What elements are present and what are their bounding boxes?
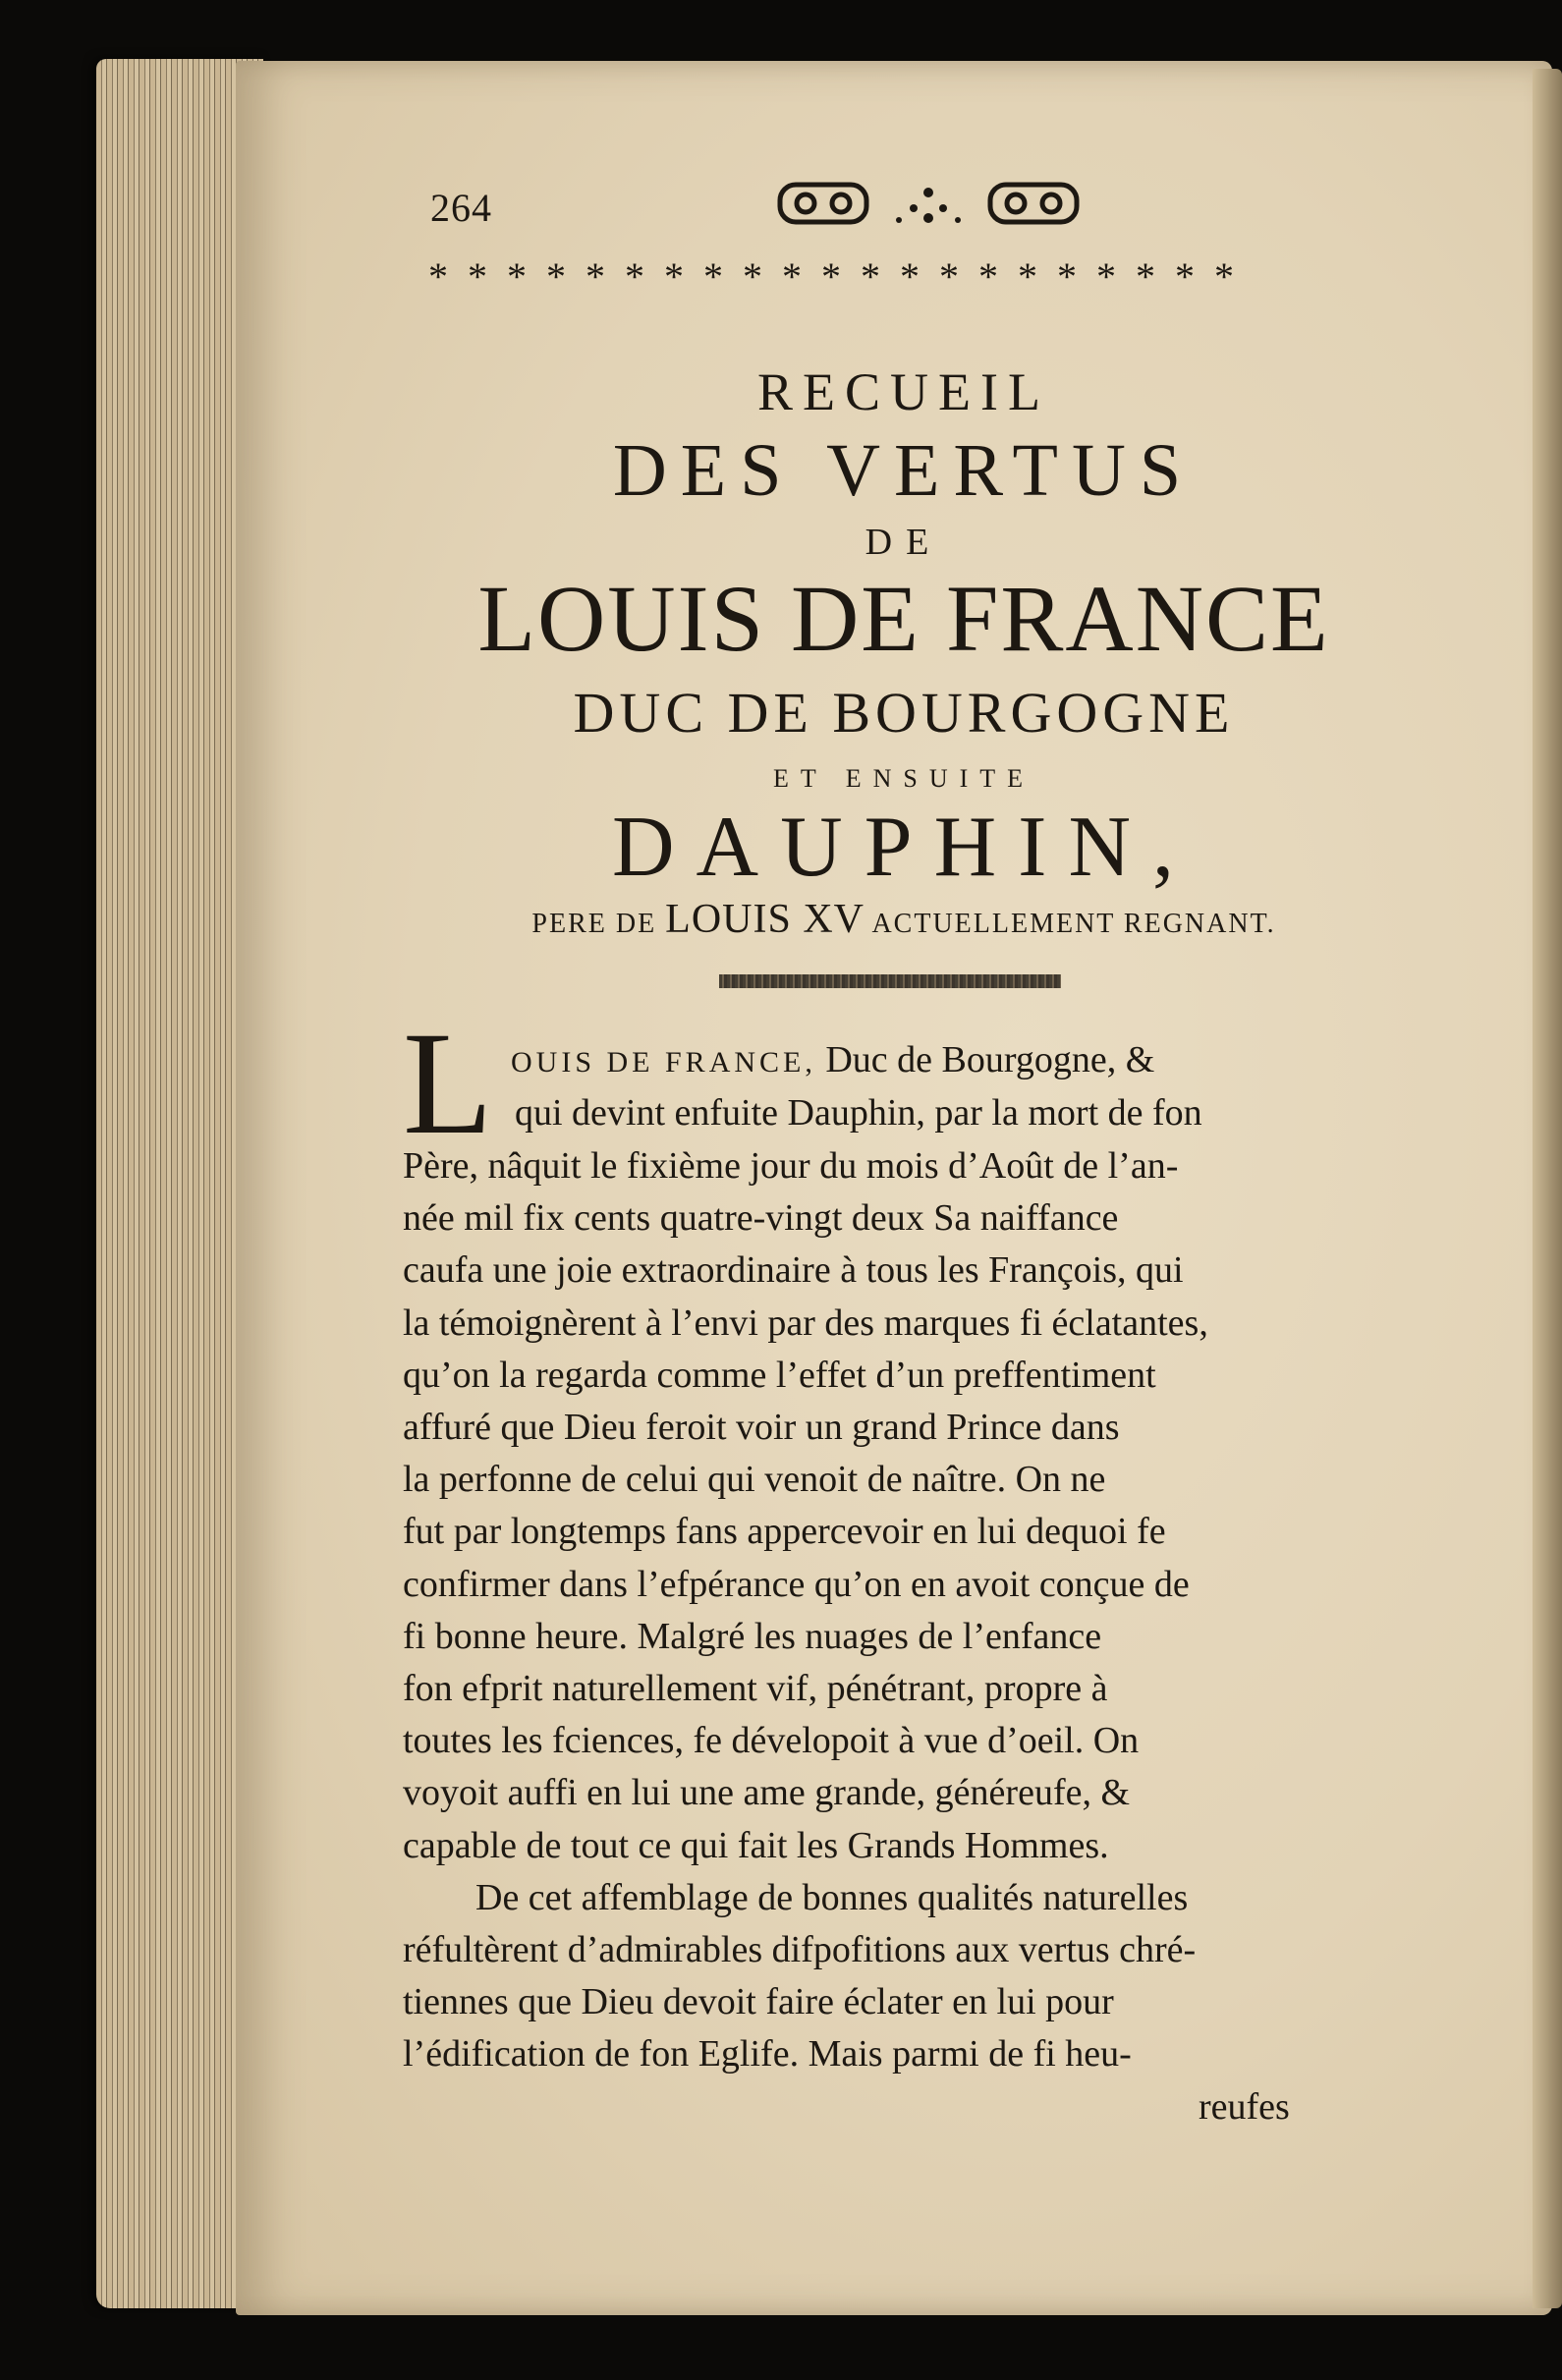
body-line-9: la perfonne de celui qui venoit de naître. On ne <box>403 1459 1106 1501</box>
title-recueil: RECUEIL <box>757 362 1050 421</box>
title-duc-de-bourgogne: DUC DE BOURGOGNE <box>573 681 1235 745</box>
body-line-8: affuré que Dieu feroit voir un grand Prince dans <box>403 1407 1120 1448</box>
body-line-15: voyoit auffi en lui une ame grande, généreufe, & <box>403 1772 1131 1814</box>
asterisk-border: * * * * * * * * * * * * * * * * * * * * * <box>428 254 1239 299</box>
body-line-2: qui devint enfuite Dauphin, par la mort de fon <box>515 1092 1202 1134</box>
body-line-1-smallcaps: OUIS DE FRANCE, <box>511 1046 816 1079</box>
body-line-21: reufes <box>1199 2085 1290 2128</box>
title-louis-de-france: LOUIS DE FRANCE <box>477 566 1330 671</box>
title-de: DE <box>865 522 943 563</box>
body-line-19: tiennes que Dieu devoit faire éclater en lui pour <box>403 1981 1114 2023</box>
book-right-edge <box>1533 69 1562 2308</box>
body-line-1 <box>511 1033 1362 1089</box>
body-line-4: née mil fix cents quatre-vingt deux Sa naiffance <box>403 1197 1119 1240</box>
title-pere-de: PERE DE <box>531 909 666 939</box>
body-line-1-rest: Duc de Bourgogne, & <box>815 1039 1155 1080</box>
ornament-fleuron-icon <box>776 179 1081 228</box>
title-louis-xv: LOUIS XV <box>665 897 865 942</box>
body-line-12: fi bonne heure. Malgré les nuages de l’enfance <box>403 1615 1102 1657</box>
body-line-16: capable de tout ce qui fait les Grands Hommes. <box>403 1824 1109 1866</box>
body-line-14: toutes les fciences, fe dévelopoit à vue d’oeil. On <box>403 1720 1140 1762</box>
decorative-rule <box>719 974 1061 988</box>
body-line-17: De cet affemblage de bonnes qualités naturelles <box>475 1876 1189 1918</box>
body-line-20: l’édification de fon Eglife. Mais parmi de fi heu- <box>403 2033 1132 2076</box>
title-pere-de-louis-xv <box>413 896 1395 943</box>
body-line-5: caufa une joie extraordinaire à tous les François, qui <box>403 1249 1184 1292</box>
body-line-7: qu’on la regarda comme l’effet d’un preffentiment <box>403 1354 1156 1396</box>
body-line-6: la témoignèrent à l’envi par des marques fi éclatantes, <box>403 1301 1208 1344</box>
body-line-3: Père, nâquit le fixième jour du mois d’Août de l’an- <box>403 1145 1179 1187</box>
body-line-10: fut par longtemps fans appercevoir en lui dequoi fe <box>403 1511 1166 1553</box>
title-des-vertus: DES VERTUS <box>612 429 1196 512</box>
body-line-11: confirmer dans l’efpérance qu’on en avoit conçue de <box>403 1563 1190 1605</box>
body-line-18: réfultèrent d’admirables difpofitions aux vertus chré- <box>403 1929 1197 1970</box>
title-actuellement-regnant: ACTUELLEMENT REGNANT. <box>865 909 1276 939</box>
title-et-ensuite: ET ENSUITE <box>772 764 1035 793</box>
drop-cap: L <box>403 1002 493 1165</box>
body-line-13: fon efprit naturellement vif, pénétrant, propre à <box>403 1668 1108 1709</box>
title-dauphin: DAUPHIN, <box>612 800 1196 895</box>
page-number: 264 <box>430 186 492 230</box>
